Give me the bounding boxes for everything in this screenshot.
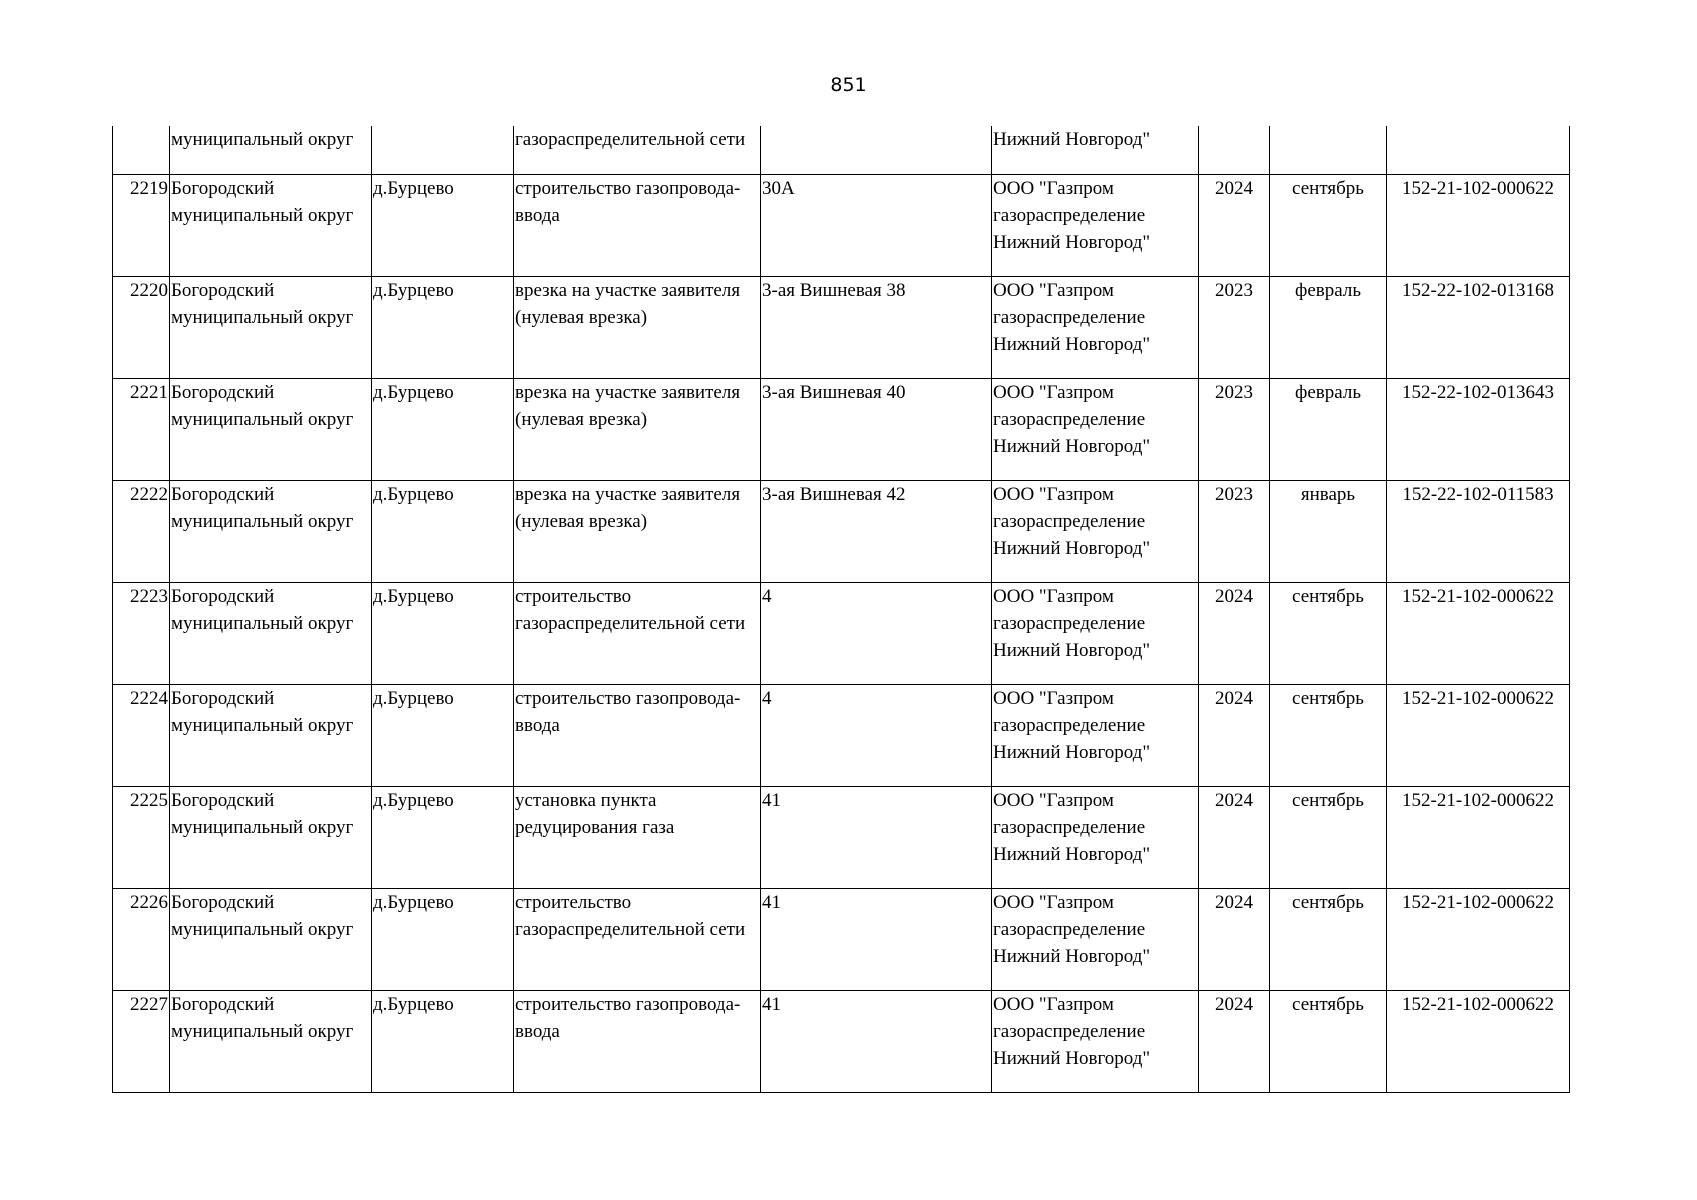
table-row [113,481,1570,583]
cell-num: 2221 [113,379,170,481]
cell-village: д.Бурцево [372,175,514,277]
cell-num [113,126,170,175]
cell-org [992,787,1199,889]
cell-work [514,889,761,991]
cell-district [170,889,372,991]
org-line: Нижний Новгород" [993,742,1151,763]
cell-org [992,889,1199,991]
org-line: ООО "Газпром [993,892,1114,913]
district-line: муниципальный округ [171,613,354,634]
district-line: муниципальный округ [171,715,354,736]
district-line: муниципальный округ [171,1021,354,1042]
work-line: (нулевая врезка) [515,409,648,430]
district-line: муниципальный округ [171,307,354,328]
cell-num: 2227 [113,991,170,1093]
cell-address: 3-ая Вишневая 42 [761,481,992,583]
work-line: строительство [515,892,632,913]
work-line: строительство газопровода- [515,688,741,709]
work-line: врезка на участке заявителя [515,484,741,505]
district-line: Богородский [171,586,275,607]
cell-address: 4 [761,583,992,685]
cell-month: сентябрь [1270,787,1387,889]
work-line: ввода [515,715,560,736]
district-line: муниципальный округ [171,409,354,430]
cell-village: д.Бурцево [372,787,514,889]
district-line: Богородский [171,790,275,811]
cell-org [992,481,1199,583]
cell-address: 41 [761,991,992,1093]
cell-org [992,277,1199,379]
org-line: ООО "Газпром [993,484,1114,505]
cell-district [170,991,372,1093]
table-row [113,175,1570,277]
table-row [113,685,1570,787]
district-line: Богородский [171,280,275,301]
district-line: Богородский [171,688,275,709]
cell-village: д.Бурцево [372,379,514,481]
cell-district [170,787,372,889]
cell-work [514,787,761,889]
cell-org [992,991,1199,1093]
cell-num: 2225 [113,787,170,889]
continuation-row [113,126,1570,175]
work-line: установка пункта [515,790,657,811]
cell-month: сентябрь [1270,583,1387,685]
org-line: Нижний Новгород" [993,232,1151,253]
table-row [113,583,1570,685]
cell-village: д.Бурцево [372,481,514,583]
org-line: Нижний Новгород" [993,1048,1151,1069]
gas-works-table [112,126,1570,1093]
table-row [113,889,1570,991]
cell-month: сентябрь [1270,685,1387,787]
district-line: муниципальный округ [171,817,354,838]
org-line: газораспределение [993,511,1146,532]
cell-address: 41 [761,787,992,889]
table-row [113,277,1570,379]
work-line: врезка на участке заявителя [515,280,741,301]
cell-month: февраль [1270,277,1387,379]
cell-code: 152-21-102-000622 [1387,175,1570,277]
district-line: муниципальный округ [171,205,354,226]
cell-num: 2220 [113,277,170,379]
cell-work [514,175,761,277]
cell-year: 2024 [1199,787,1270,889]
cell-village: д.Бурцево [372,991,514,1093]
district-line: Богородский [171,994,275,1015]
org-line: Нижний Новгород" [993,640,1151,661]
cell-district [170,277,372,379]
district-line: Богородский [171,484,275,505]
org-line: Нижний Новгород" [993,538,1151,559]
org-line: газораспределение [993,715,1146,736]
org-line: ООО "Газпром [993,586,1114,607]
district-line: муниципальный округ [171,919,354,940]
district-line: Богородский [171,382,275,403]
cell-village [372,126,514,175]
org-line: газораспределение [993,919,1146,940]
table-row [113,991,1570,1093]
cell-work [514,583,761,685]
cell-district [170,175,372,277]
work-line: ввода [515,205,560,226]
work-line: газораспределительной сети [515,919,746,940]
cell-code: 152-21-102-000622 [1387,991,1570,1093]
cell-work [514,379,761,481]
cell-org [992,379,1199,481]
cell-district [170,583,372,685]
cell-village: д.Бурцево [372,889,514,991]
work-line: строительство [515,586,632,607]
cell-month: январь [1270,481,1387,583]
cell-num: 2226 [113,889,170,991]
work-line: (нулевая врезка) [515,511,648,532]
org-line: газораспределение [993,1021,1146,1042]
cell-district: муниципальный округ [170,126,372,175]
cell-address: 3-ая Вишневая 38 [761,277,992,379]
cell-work [514,991,761,1093]
cell-code: 152-21-102-000622 [1387,889,1570,991]
work-line: (нулевая врезка) [515,307,648,328]
cell-village: д.Бурцево [372,685,514,787]
work-line: врезка на участке заявителя [515,382,741,403]
cell-address: 41 [761,889,992,991]
org-line: газораспределение [993,409,1146,430]
cell-code: 152-21-102-000622 [1387,685,1570,787]
org-line: ООО "Газпром [993,994,1114,1015]
cell-address [761,126,992,175]
cell-work [514,481,761,583]
district-line: Богородский [171,178,275,199]
cell-work [514,277,761,379]
cell-work: газораспределительной сети [514,126,761,175]
org-line: газораспределение [993,307,1146,328]
cell-code: 152-21-102-000622 [1387,787,1570,889]
work-line: строительство газопровода- [515,178,741,199]
cell-district [170,379,372,481]
cell-month: сентябрь [1270,991,1387,1093]
cell-year: 2024 [1199,889,1270,991]
org-line: Нижний Новгород" [993,436,1151,457]
cell-org [992,685,1199,787]
org-line: газораспределение [993,613,1146,634]
table-row [113,379,1570,481]
org-line: Нижний Новгород" [993,946,1151,967]
cell-address: 4 [761,685,992,787]
cell-village: д.Бурцево [372,583,514,685]
cell-num: 2219 [113,175,170,277]
cell-month: февраль [1270,379,1387,481]
work-line: редуцирования газа [515,817,675,838]
cell-num: 2224 [113,685,170,787]
cell-work [514,685,761,787]
org-line: газораспределение [993,205,1146,226]
cell-code [1387,126,1570,175]
cell-year: 2024 [1199,685,1270,787]
work-line: ввода [515,1021,560,1042]
cell-code: 152-22-102-013643 [1387,379,1570,481]
cell-year: 2024 [1199,583,1270,685]
cell-month: сентябрь [1270,175,1387,277]
work-line: газораспределительной сети [515,613,746,634]
cell-year: 2024 [1199,991,1270,1093]
page-number: 851 [830,74,867,96]
org-line: газораспределение [993,817,1146,838]
org-line: ООО "Газпром [993,280,1114,301]
district-line: муниципальный округ [171,511,354,532]
cell-code: 152-22-102-013168 [1387,277,1570,379]
cell-org [992,583,1199,685]
cell-code: 152-22-102-011583 [1387,481,1570,583]
org-line: Нижний Новгород" [993,334,1151,355]
cell-district [170,481,372,583]
work-line: строительство газопровода- [515,994,741,1015]
org-line: ООО "Газпром [993,790,1114,811]
cell-address: 30А [761,175,992,277]
cell-org [992,175,1199,277]
org-line: ООО "Газпром [993,178,1114,199]
cell-month [1270,126,1387,175]
table-row [113,787,1570,889]
cell-district [170,685,372,787]
org-line: ООО "Газпром [993,688,1114,709]
cell-month: сентябрь [1270,889,1387,991]
cell-num: 2222 [113,481,170,583]
cell-year: 2023 [1199,277,1270,379]
cell-address: 3-ая Вишневая 40 [761,379,992,481]
org-line: Нижний Новгород" [993,844,1151,865]
cell-org: Нижний Новгород" [992,126,1199,175]
cell-num: 2223 [113,583,170,685]
cell-year: 2024 [1199,175,1270,277]
cell-year: 2023 [1199,481,1270,583]
cell-code: 152-21-102-000622 [1387,583,1570,685]
cell-year: 2023 [1199,379,1270,481]
district-line: Богородский [171,892,275,913]
cell-year [1199,126,1270,175]
org-line: ООО "Газпром [993,382,1114,403]
cell-village: д.Бурцево [372,277,514,379]
